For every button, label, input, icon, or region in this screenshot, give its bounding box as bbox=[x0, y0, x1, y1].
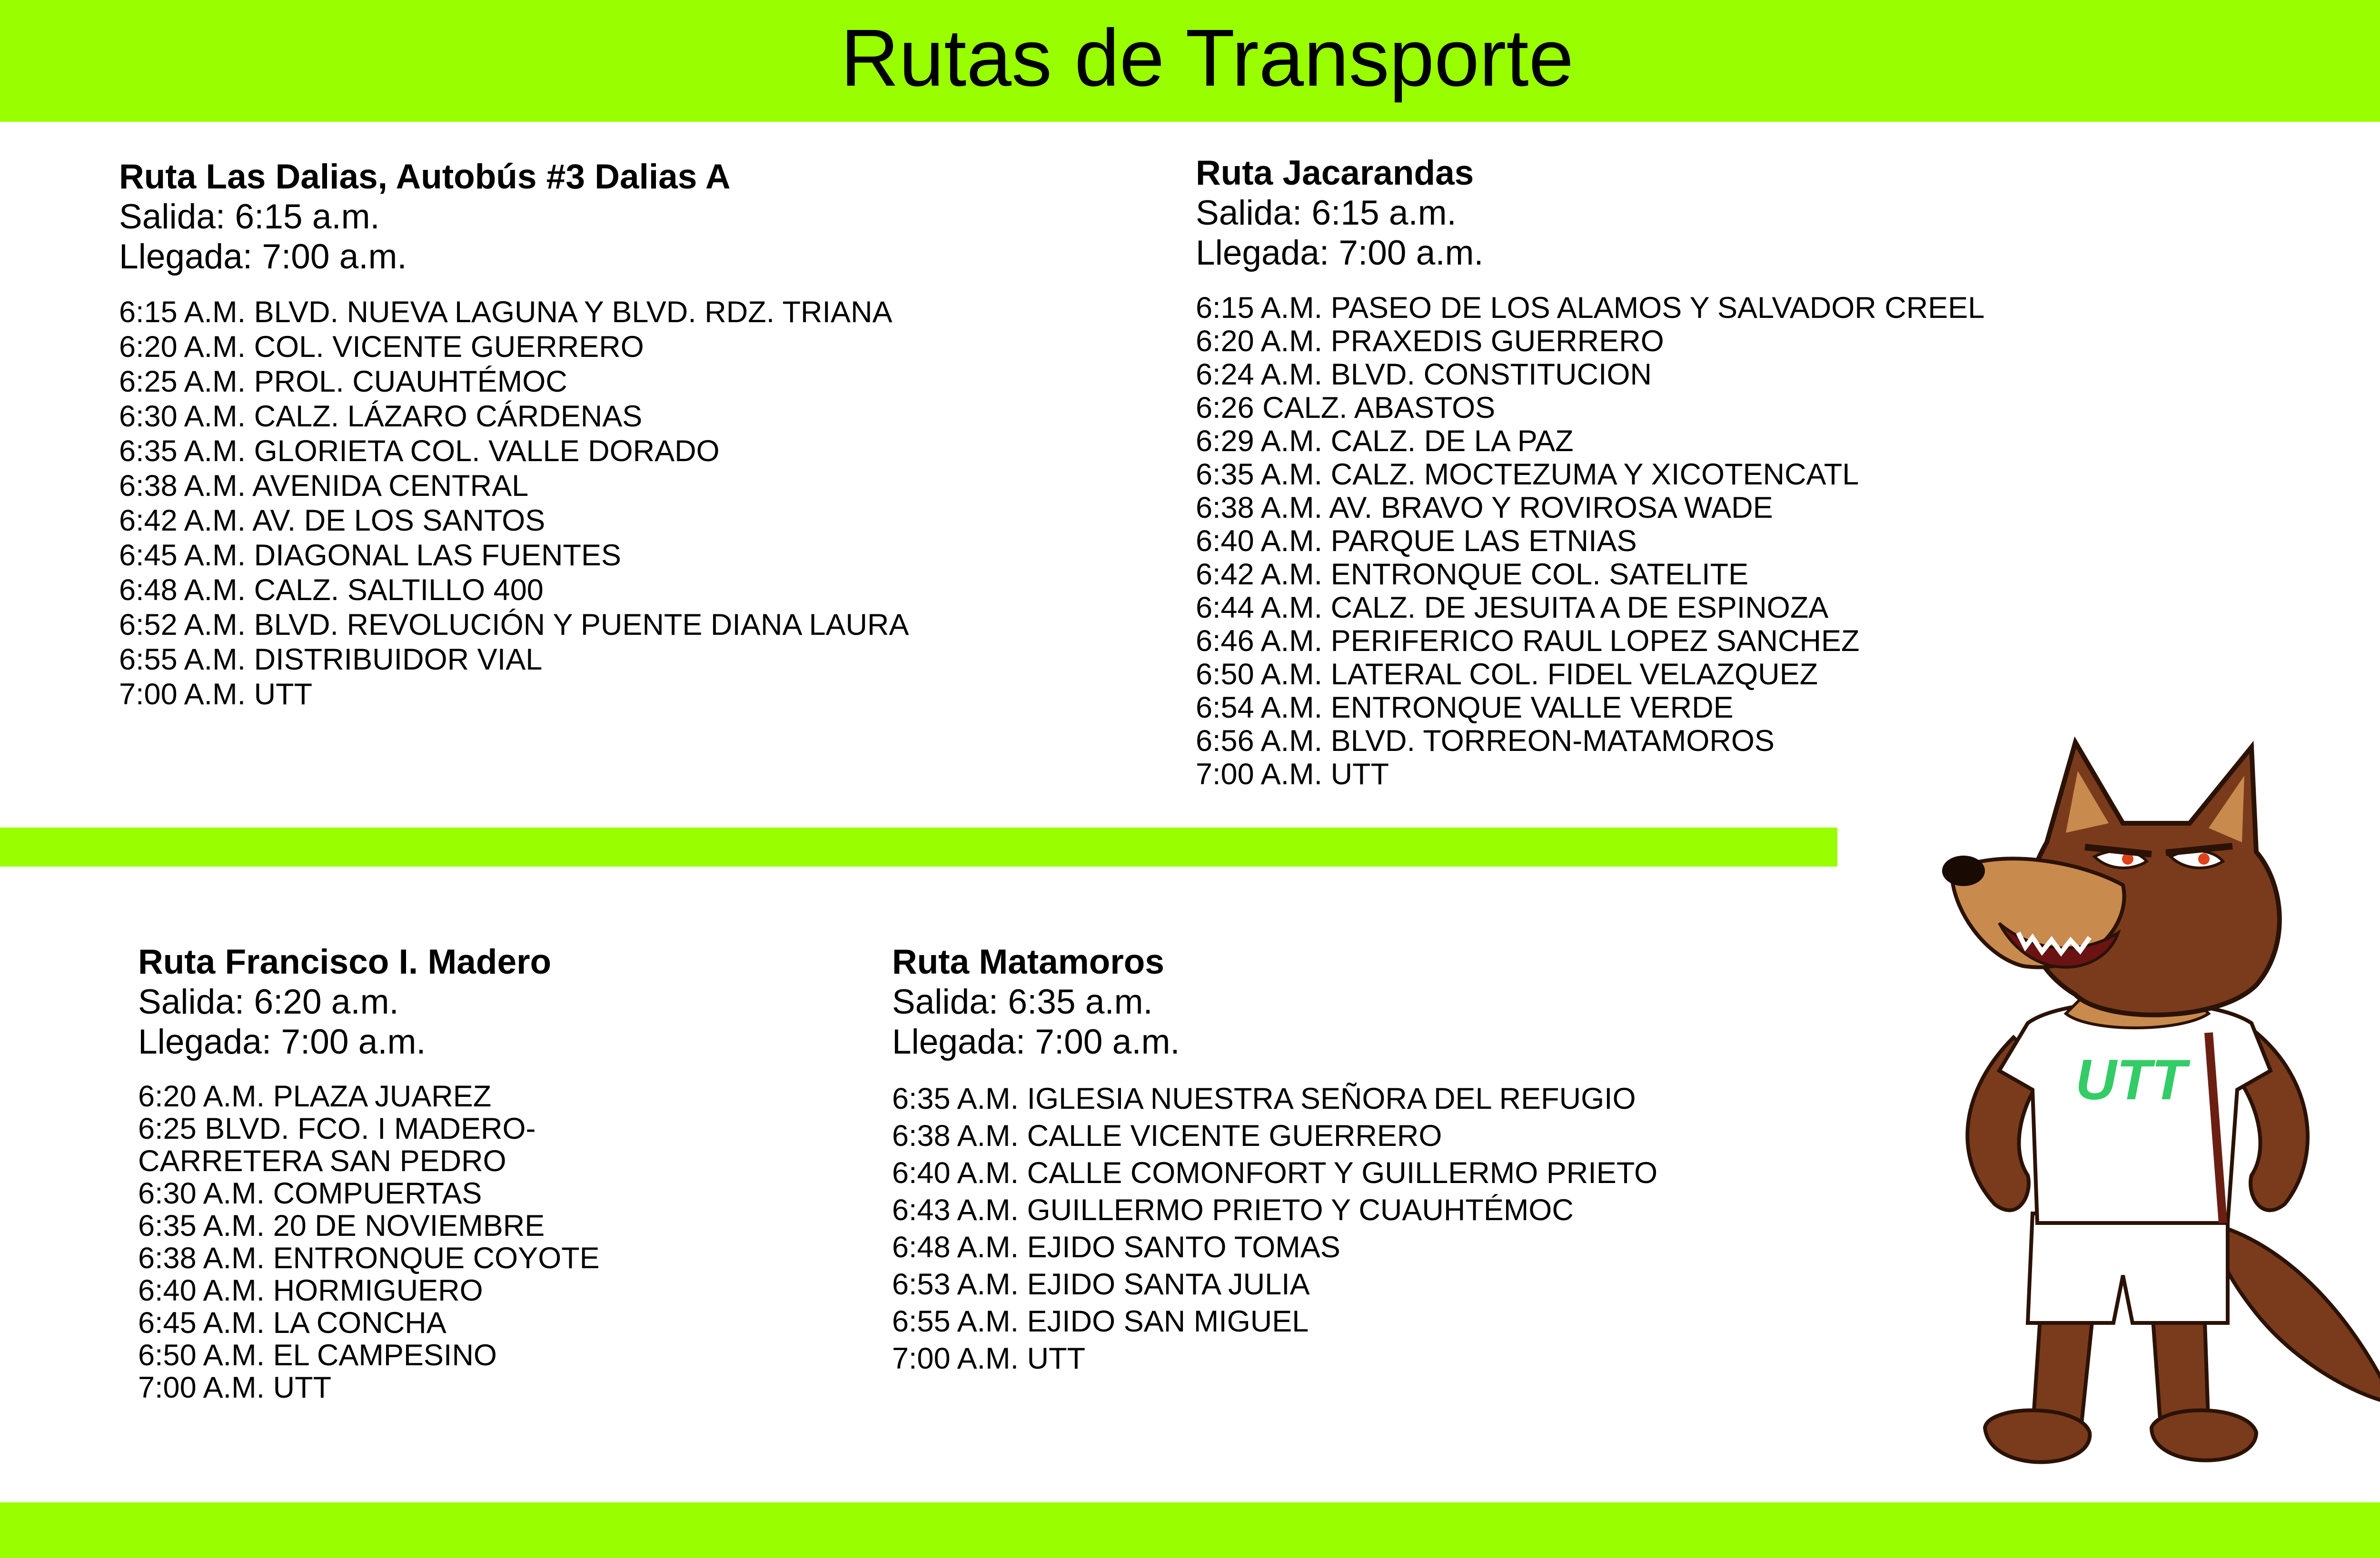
stop-item: 6:20 A.M. COL. VICENTE GUERRERO bbox=[119, 330, 644, 364]
stop-item: 6:35 A.M. CALZ. MOCTEZUMA Y XICOTENCATL bbox=[1196, 458, 1859, 491]
section-divider bbox=[0, 828, 1837, 867]
stop-item: 6:40 A.M. PARQUE LAS ETNIAS bbox=[1196, 524, 1637, 558]
stop-item: 6:52 A.M. BLVD. REVOLUCIÓN Y PUENTE DIANA LAURA bbox=[119, 608, 909, 641]
stop-item: 6:53 A.M. EJIDO SANTA JULIA bbox=[892, 1268, 1310, 1301]
stop-item: 6:55 A.M. DISTRIBUIDOR VIAL bbox=[119, 643, 543, 676]
route-arrival: Llegada: 7:00 a.m. bbox=[1196, 234, 1484, 272]
stop-item: 6:30 A.M. CALZ. LÁZARO CÁRDENAS bbox=[119, 400, 643, 433]
stop-item: 6:50 A.M. LATERAL COL. FIDEL VELAZQUEZ bbox=[1196, 658, 1818, 691]
route-francisco-i-madero bbox=[138, 942, 600, 1404]
stop-item: 6:42 A.M. ENTRONQUE COL. SATELITE bbox=[1196, 558, 1749, 591]
stop-item: 6:20 A.M. PRAXEDIS GUERRERO bbox=[1196, 325, 1664, 358]
stop-item: 6:56 A.M. BLVD. TORREON-MATAMOROS bbox=[1196, 724, 1775, 758]
route-matamoros bbox=[892, 942, 1657, 1377]
stop-item: 6:43 A.M. GUILLERMO PRIETO Y CUAUHTÉMOC bbox=[892, 1193, 1574, 1227]
stop-item: 6:40 A.M. HORMIGUERO bbox=[138, 1274, 483, 1307]
stop-item: 7:00 A.M. UTT bbox=[892, 1342, 1086, 1375]
wolf-mascot-icon bbox=[1923, 728, 2380, 1499]
stop-item: 6:45 A.M. LA CONCHA bbox=[138, 1306, 446, 1340]
route-las-dalias bbox=[119, 157, 909, 712]
footer-band bbox=[0, 1502, 2380, 1558]
stop-item: 6:38 A.M. CALLE VICENTE GUERRERO bbox=[892, 1119, 1442, 1153]
stop-item: 6:35 A.M. GLORIETA COL. VALLE DORADO bbox=[119, 434, 720, 468]
route-arrival: Llegada: 7:00 a.m. bbox=[138, 1023, 426, 1061]
stop-item: 6:24 A.M. BLVD. CONSTITUCION bbox=[1196, 358, 1652, 391]
page-title: Rutas de Transporte bbox=[840, 13, 1574, 103]
stop-item: 6:15 A.M. BLVD. NUEVA LAGUNA Y BLVD. RDZ. TRIANA bbox=[119, 296, 892, 329]
stop-list bbox=[119, 295, 909, 712]
stop-item: 7:00 A.M. UTT bbox=[138, 1371, 332, 1404]
route-jacarandas bbox=[1196, 153, 1984, 791]
route-departure: Salida: 6:15 a.m. bbox=[1196, 194, 1457, 232]
stop-item: 6:48 A.M. EJIDO SANTO TOMAS bbox=[892, 1231, 1340, 1264]
stop-item: 6:35 A.M. 20 DE NOVIEMBRE bbox=[138, 1209, 545, 1242]
stop-item: 6:42 A.M. AV. DE LOS SANTOS bbox=[119, 504, 545, 537]
stop-item: 6:15 A.M. PASEO DE LOS ALAMOS Y SALVADOR CREEL bbox=[1196, 291, 1985, 325]
stop-item: 6:26 CALZ. ABASTOS bbox=[1196, 391, 1496, 424]
stop-item: 6:38 A.M. AVENIDA CENTRAL bbox=[119, 469, 529, 503]
route-arrival: Llegada: 7:00 a.m. bbox=[892, 1023, 1180, 1061]
mascot-shirt-logo: UTT bbox=[2075, 1048, 2187, 1112]
stop-item: 6:29 A.M. CALZ. DE LA PAZ bbox=[1196, 424, 1574, 458]
stop-list bbox=[138, 1080, 600, 1404]
route-name: Ruta Francisco I. Madero bbox=[138, 943, 552, 981]
stop-item: 6:50 A.M. EL CAMPESINO bbox=[138, 1339, 497, 1372]
stop-item: 6:25 BLVD. FCO. I MADERO- bbox=[138, 1112, 536, 1145]
stop-item: 6:40 A.M. CALLE COMONFORT Y GUILLERMO PRIETO bbox=[892, 1156, 1658, 1190]
stop-item: 6:38 A.M. ENTRONQUE COYOTE bbox=[138, 1242, 600, 1275]
route-name: Ruta Jacarandas bbox=[1196, 154, 1474, 192]
stop-list bbox=[1196, 291, 1984, 791]
stop-item: 6:46 A.M. PERIFERICO RAUL LOPEZ SANCHEZ bbox=[1196, 624, 1860, 658]
route-arrival: Llegada: 7:00 a.m. bbox=[119, 237, 407, 276]
stop-item: 6:20 A.M. PLAZA JUAREZ bbox=[138, 1080, 492, 1113]
route-name: Ruta Matamoros bbox=[892, 943, 1164, 981]
stop-item: 6:25 A.M. PROL. CUAUHTÉMOC bbox=[119, 365, 567, 398]
stop-item: 6:55 A.M. EJIDO SAN MIGUEL bbox=[892, 1305, 1309, 1338]
stop-item: CARRETERA SAN PEDRO bbox=[138, 1144, 506, 1178]
stop-item: 6:48 A.M. CALZ. SALTILLO 400 bbox=[119, 573, 544, 607]
stop-item: 7:00 A.M. UTT bbox=[119, 678, 313, 711]
route-departure: Salida: 6:15 a.m. bbox=[119, 197, 380, 236]
route-departure: Salida: 6:35 a.m. bbox=[892, 983, 1153, 1021]
route-name: Ruta Las Dalias, Autobús #3 Dalias A bbox=[119, 158, 731, 196]
stop-item: 6:38 A.M. AV. BRAVO Y ROVIROSA WADE bbox=[1196, 491, 1773, 524]
stop-item: 7:00 A.M. UTT bbox=[1196, 758, 1389, 791]
route-departure: Salida: 6:20 a.m. bbox=[138, 983, 399, 1021]
stop-item: 6:35 A.M. IGLESIA NUESTRA SEÑORA DEL REFUGIO bbox=[892, 1082, 1636, 1115]
stop-item: 6:44 A.M. CALZ. DE JESUITA A DE ESPINOZA bbox=[1196, 591, 1829, 624]
stop-item: 6:30 A.M. COMPUERTAS bbox=[138, 1177, 482, 1210]
stop-item: 6:54 A.M. ENTRONQUE VALLE VERDE bbox=[1196, 691, 1734, 724]
stop-list bbox=[892, 1080, 1657, 1377]
stop-item: 6:45 A.M. DIAGONAL LAS FUENTES bbox=[119, 539, 622, 572]
